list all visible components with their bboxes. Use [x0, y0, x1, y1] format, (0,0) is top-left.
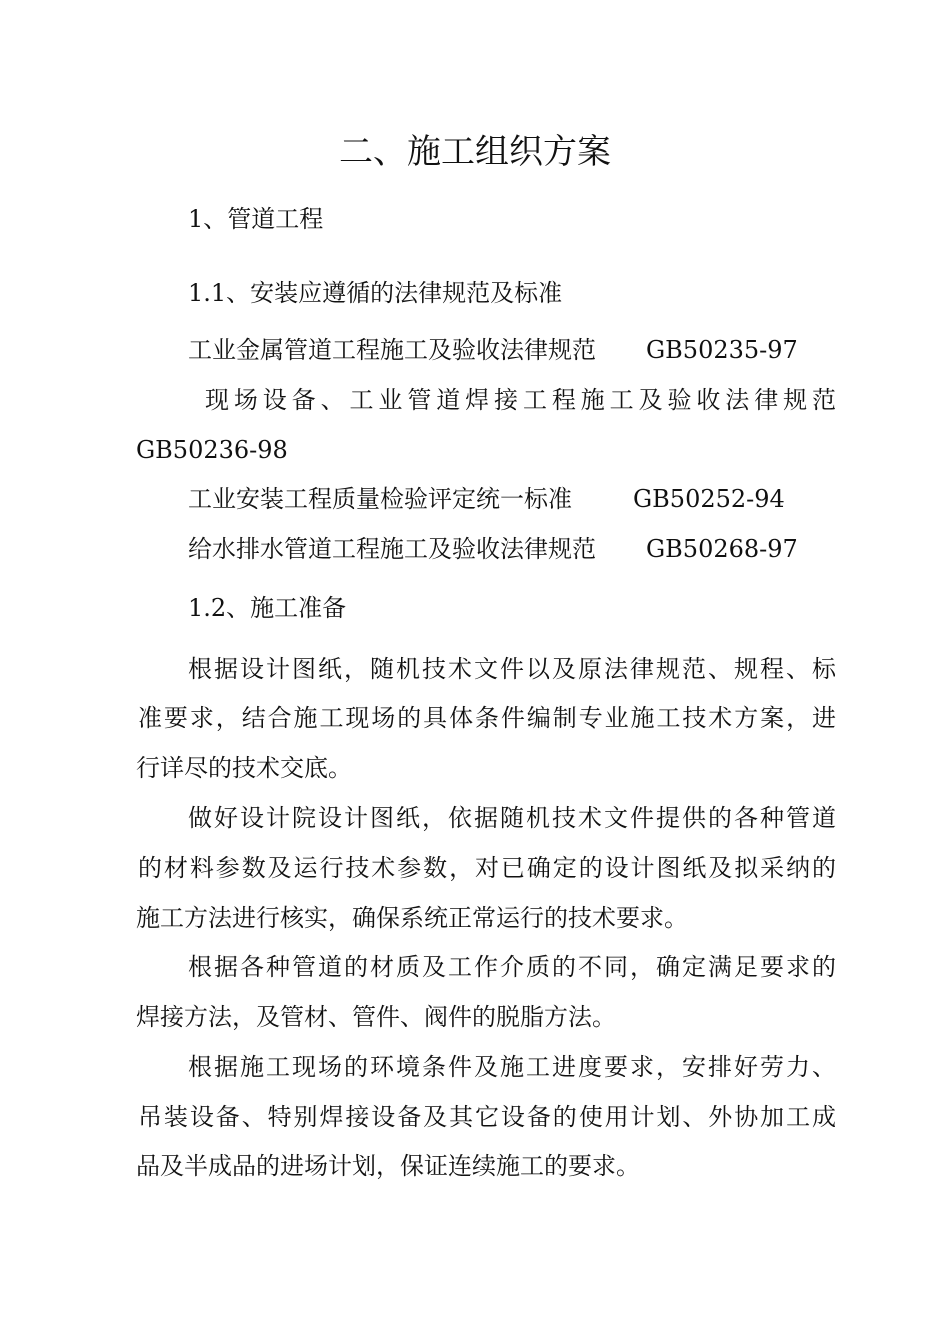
standard-item	[188, 334, 838, 366]
section-heading-1: 1、管道工程	[188, 205, 324, 233]
paragraph-line: 行详尽的技术交底。	[136, 754, 352, 782]
standard-code: GB50236-98	[136, 436, 288, 464]
standard-item	[188, 483, 838, 515]
page-title: 二、施工组织方案	[339, 132, 611, 172]
paragraph-line: 焊接方法，及管材、管件、阀件的脱脂方法。	[136, 1003, 616, 1031]
standard-code: GB50235-97	[646, 336, 798, 364]
paragraph-line: 根据施工现场的环境条件及施工进度要求，安排好劳力、	[188, 1053, 836, 1081]
paragraph-line: 做好设计院设计图纸，依据随机技术文件提供的各种管道	[188, 804, 836, 832]
paragraph-line: 根据设计图纸，随机技术文件以及原法律规范、规程、标	[188, 655, 836, 683]
standard-code: GB50268-97	[646, 535, 798, 563]
paragraph-line: 施工方法进行核实，确保系统正常运行的技术要求。	[136, 904, 688, 932]
standard-name: 现场设备、工业管道焊接工程施工及验收法律规范	[205, 386, 836, 414]
standard-name: 工业安装工程质量检验评定统一标准	[188, 485, 572, 513]
paragraph-line: 根据各种管道的材质及工作介质的不同，确定满足要求的	[188, 953, 836, 981]
standard-name: 给水排水管道工程施工及验收法律规范	[188, 535, 596, 563]
paragraph-line: 品及半成品的进场计划，保证连续施工的要求。	[136, 1152, 640, 1180]
standard-code: GB50252-94	[633, 485, 785, 513]
section-heading-1-1: 1.1、安装应遵循的法律规范及标准	[188, 279, 563, 307]
paragraph-line: 准要求，结合施工现场的具体条件编制专业施工技术方案，进	[138, 704, 836, 732]
standard-item	[188, 533, 838, 565]
section-heading-1-2: 1.2、施工准备	[188, 594, 347, 622]
standard-name: 工业金属管道工程施工及验收法律规范	[188, 336, 596, 364]
paragraph-line: 吊装设备、特别焊接设备及其它设备的使用计划、外协加工成	[138, 1103, 836, 1131]
paragraph-line: 的材料参数及运行技术参数，对已确定的设计图纸及拟采纳的	[138, 854, 836, 882]
